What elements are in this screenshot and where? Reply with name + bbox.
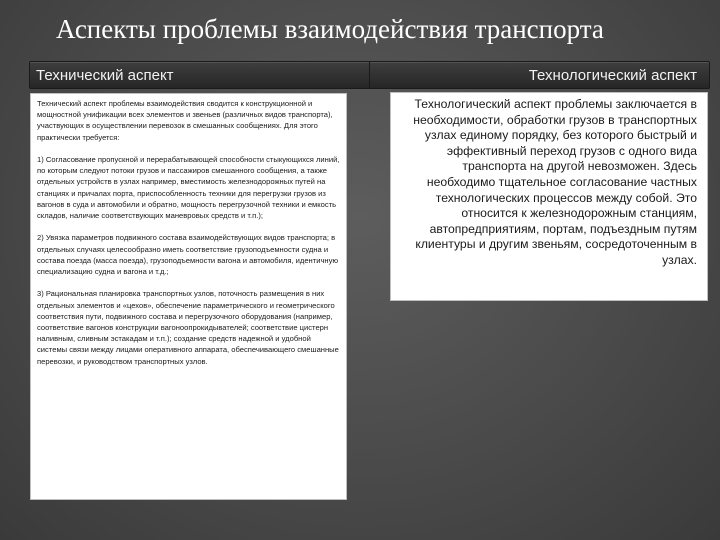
technical-item-1-paragraph: 1) Согласование пропускной и перерабатывающей способности стыкующихся линий, по которым следуют потоки грузов и пассажиров смешанного сообщения, а также отдельных устройств в узлах например, вместимость железнодорожных путей на станциях и причалах порта, приспособленность техники для перегрузки грузов из вагонов в суда и автомобили и обратно, мощность перегрузочной техники и емкость складов, наличие соответствующих маневровых средств и т.п.); (37, 155, 340, 221)
slide-title: Аспекты проблемы взаимодействия транспорта (56, 14, 604, 44)
technical-aspect-header: Технический аспект (29, 61, 372, 89)
technical-item-2-paragraph: 2) Увязка параметров подвижного состава взаимодействующих видов транспорта; в отдельных случаях целесообразно иметь соответствие грузоподъемности судна и состава поезда (масса поезда), грузоподъемности вагона и автомобиля, идентичную специализацию судна и вагона и т.д.; (37, 233, 339, 277)
technological-aspect-text-box: Технологический аспект проблемы заключается в необходимости, обработки грузов в транспортных узлах единому порядку, без которого быстрый и эффективный переход грузов с одного вида транспорта на другой невозможен. Здесь необходимо тщательное согласование частных технологических процессов между собой. Это относится к железнодорожным станциям, автопредприятиям, портам, подъездным путям клиентуры и другим звеньям, сосредоточенным в узлах. (390, 92, 708, 301)
technical-intro-paragraph: Технический аспект проблемы взаимодействия сводится к конструкционной и мощностной унификации всех элементов и звеньев (различных видов транспорта), участвующих в осуществлении перевозок в смешанных сообщениях. Для этого практически требуется: (37, 99, 333, 142)
technical-aspect-text-box (30, 93, 347, 500)
technical-item-3-paragraph: 3) Рациональная планировка транспортных узлов, поточность размещения в них отдельных элементов и «цехов», обеспечение параметрического и геометрического соответствия пути, подвижного состава и перегрузочного оборудования (например, соответствие вагонов конструкции вагоноопрокидывателей; соответствие цистерн наливным, сливным эстакадам и т.п.); создание средств надежной и удобной системы связи между лицами оперативного аппарата, обеспечивающего смешанные перевозки, и руководством транспортных узлов. (37, 289, 339, 366)
technological-aspect-header: Технологический аспект (369, 61, 710, 89)
